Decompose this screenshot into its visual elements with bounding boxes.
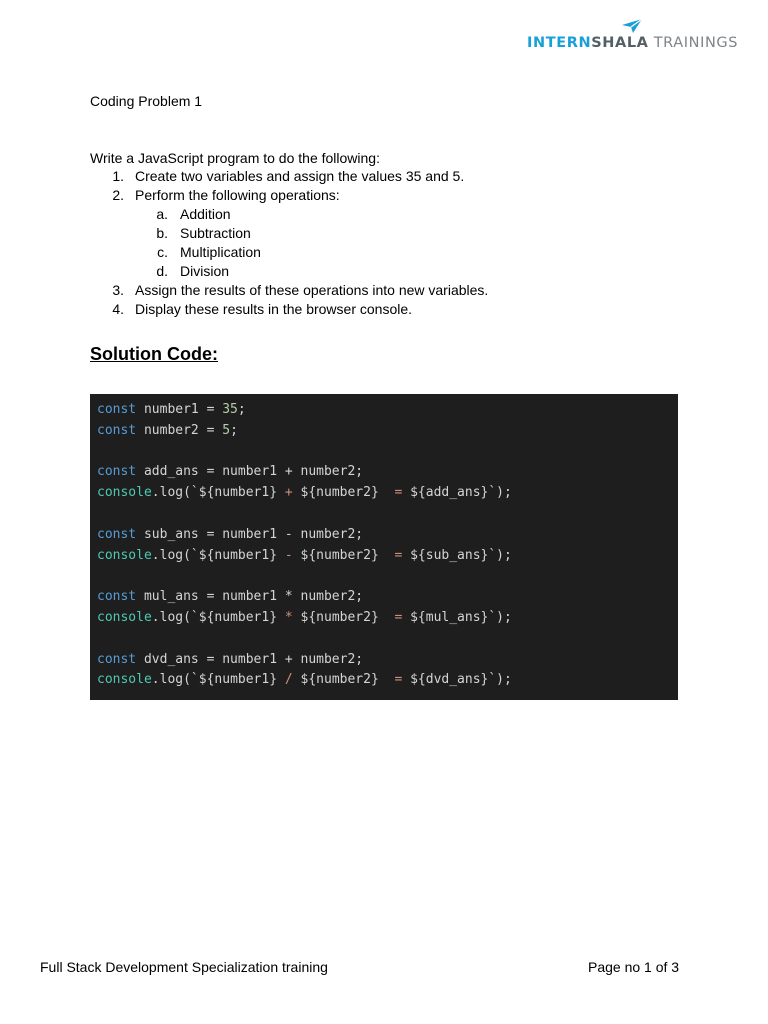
code-line: const mul_ans = number1 * number2; <box>97 589 364 605</box>
code-line: const dvd_ans = number1 + number2; <box>97 651 364 667</box>
code-line <box>97 629 678 650</box>
code-line: const sub_ans = number1 - number2; <box>97 526 364 542</box>
code-line: console.log(`${number1} / ${number2} = ${dvd_ans}`); <box>97 672 512 688</box>
requirements-list: 1. Create two variables and assign the values 35 and 5. 2. Perform the following operations: a. Addition b. Subtraction c. Multiplication d. Division 3. Assign the results of these operations into new variables. 4. Display these results in the browser console. <box>112 168 489 317</box>
code-line <box>97 566 678 587</box>
code-line: const number2 = 5; <box>97 422 238 438</box>
solution-heading: Solution Code: <box>90 344 218 364</box>
logo-text: INTERNSHALA TRAININGS <box>527 35 739 51</box>
code-line: console.log(`${number1} + ${number2} = ${add_ans}`); <box>97 485 512 501</box>
code-block <box>90 394 678 700</box>
problem-title: Coding Problem 1 <box>90 93 203 109</box>
code-line <box>97 442 678 463</box>
internshala-trainings-logo <box>527 18 742 58</box>
code-line: console.log(`${number1} * ${number2} = ${mul_ans}`); <box>97 609 512 625</box>
paper-plane-icon <box>621 18 643 34</box>
code-line: const number1 = 35; <box>97 402 246 417</box>
footer-page-number: Page no 1 of 3 <box>588 959 680 975</box>
code-line: console.log(`${number1} - ${number2} = ${sub_ans}`); <box>97 547 512 563</box>
footer-course-name: Full Stack Development Specialization training <box>40 959 328 975</box>
problem-intro: Write a JavaScript program to do the following: <box>90 150 380 166</box>
code-line: const add_ans = number1 + number2; <box>97 464 364 480</box>
code-line <box>97 504 678 525</box>
